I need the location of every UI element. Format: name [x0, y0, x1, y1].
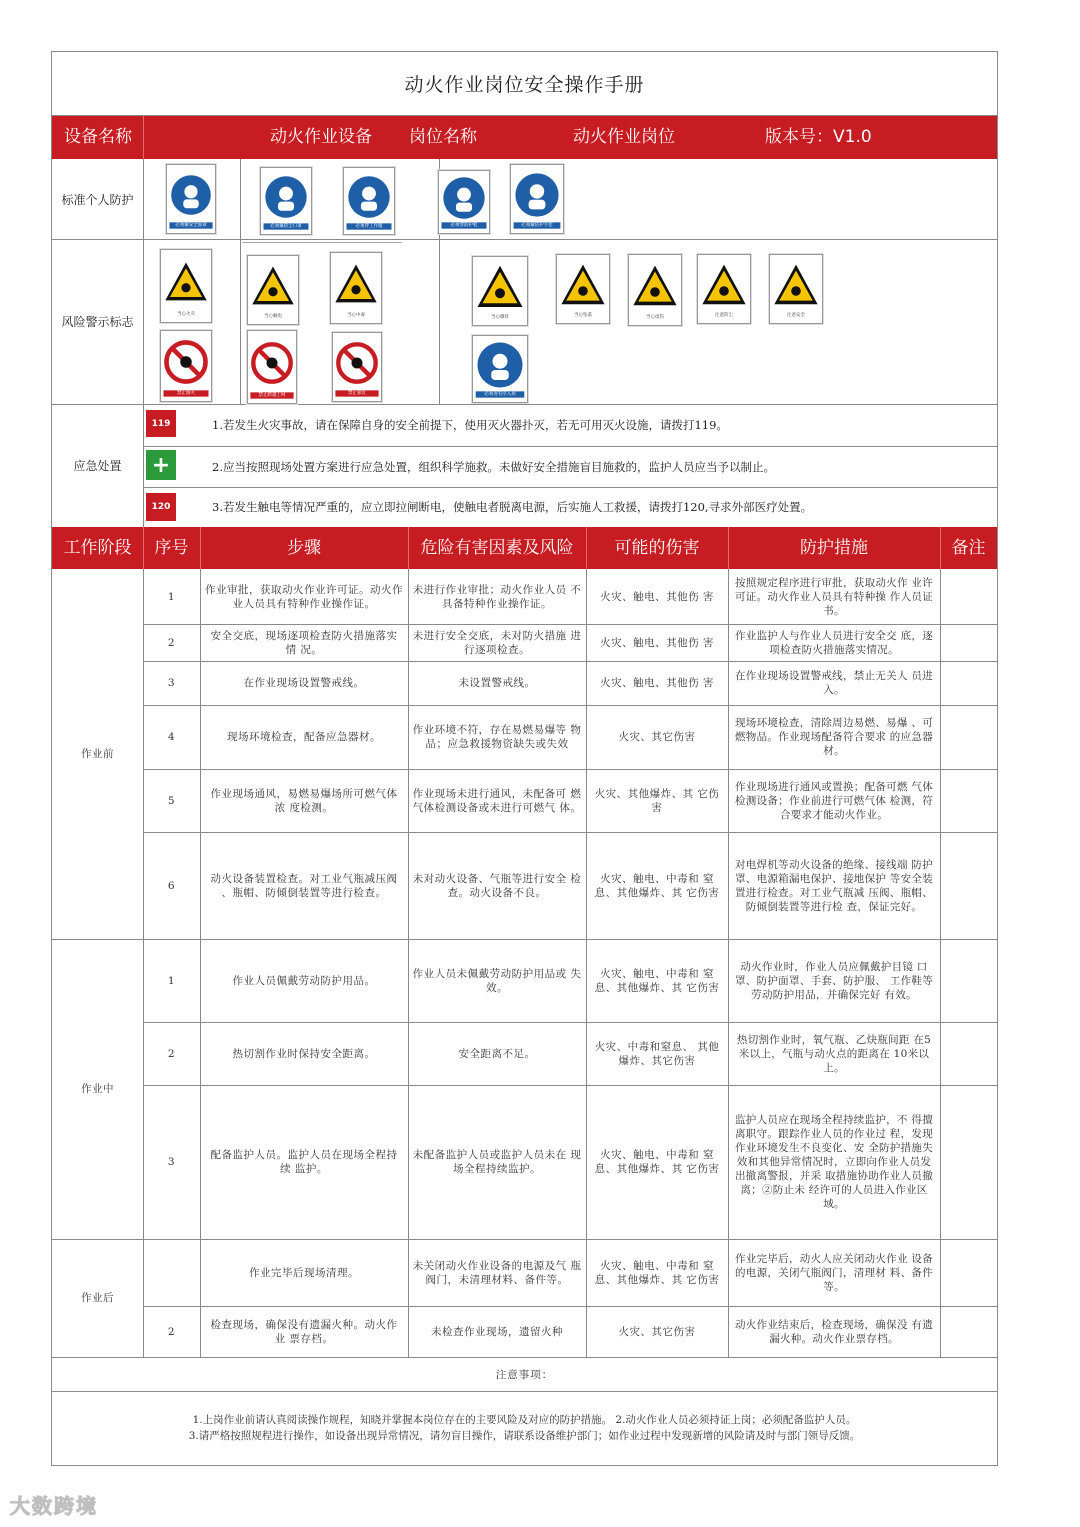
stage-divider [52, 1239, 143, 1240]
post-name-value: 动火作业岗位 [573, 127, 675, 147]
table-row-divider [143, 1306, 997, 1307]
table-cell-step: 作业人员佩戴劳动防护用品。 [232, 974, 376, 987]
table-cell-harm: 火灾、其它伤害 [618, 1325, 696, 1338]
no-climbing-icon [247, 330, 297, 404]
sign-caption: 当心中毒 [346, 312, 365, 318]
table-cell-note [940, 832, 997, 939]
table-cell-note [940, 624, 997, 661]
table-cell-harm: 火灾、触电、中毒和 窒息、其他爆炸、其 它伤害 [594, 1149, 720, 1175]
table-row-divider [143, 624, 997, 625]
table-row-divider [143, 661, 997, 662]
table-cell-risk: 未关闭动火作业设备的电源及气 瓶阀门，未清理材料、备件等。 [412, 1259, 582, 1286]
table-cell-risk: 作业现场未进行通风，未配备可 燃气体检测设备或未进行可燃气 体。 [412, 787, 582, 814]
table-row-divider [143, 769, 997, 770]
table-cell-note [940, 1239, 997, 1306]
col-note: 备注 [951, 538, 986, 558]
col-harm: 可能的伤害 [614, 538, 700, 558]
falling-warning-icon [556, 254, 610, 324]
sign-caption: 当心坠落 [573, 312, 592, 318]
table-cell-measure: 按照规定程序进行审批，获取动火作 业许可证。动火作业人员具有特种操 作人员证书。 [734, 576, 934, 617]
table-cell-measure: 热切割作业时，氧气瓶、乙炔瓶间距 在5米以上，气瓶与动火点的距离在 10米以上。 [736, 1033, 932, 1074]
sign-caption: 禁止烟火 [164, 390, 209, 396]
watermark: 大数跨境 [10, 1494, 98, 1518]
notes-title: 注意事项： [495, 1368, 554, 1381]
table-cell-harm: 火灾、其它伤害 [618, 731, 696, 743]
ppe-underline [242, 242, 402, 243]
table-cell-step: 热切割作业时保持安全距离。 [232, 1047, 376, 1060]
fire-phone-119-icon: 119 [146, 410, 176, 437]
table-cell-risk: 未配备监护人员或监护人员未在 现场全程持续监护。 [412, 1149, 582, 1175]
table-row-divider [143, 1085, 997, 1086]
table-cell-measure: 作业完毕后，动火人应关闭动火作业 设备的电源，关闭气瓶阀门，清理材 料、备件等。 [734, 1252, 934, 1293]
electric-shock-warning-icon [247, 255, 299, 325]
table-cell-no: 2 [167, 1047, 176, 1060]
sign-caption: 必须穿防护鞋 [442, 222, 487, 228]
table-row-divider [143, 1022, 997, 1023]
emergency-item-3: 3.若发生触电等情况严重的，应立即拉闸断电，使触电者脱离电源，后实施人工救援，请拨打120,寻求外部医疗处置。 [212, 500, 813, 514]
table-row-divider [143, 832, 997, 833]
emergency-item-1: 1.若发生火灾事故，请在保障自身的安全前提下，使用灭火器扑灭，若无可用灭火设施，请拨打119。 [212, 418, 728, 432]
table-cell-risk: 作业人员未佩戴劳动防护用品或 失效。 [412, 967, 582, 994]
header-divider [143, 116, 144, 159]
dust-mask-icon [260, 167, 312, 235]
work-clothes-icon [343, 167, 395, 235]
table-cell-measure: 作业现场进行通风或置换；配备可燃 气体检测设备；作业前进行可燃气体 检测，符合要求才能动火作业。 [734, 780, 934, 821]
table-cell-harm: 火灾、触电、其他伤 害 [600, 590, 714, 603]
table-cell-measure: 动火作业结束后，检查现场，确保没 有遗漏火种。动火作业票存档。 [734, 1318, 934, 1345]
table-cell-measure: 动火作业时，作业人员应佩戴护目镜 口罩、防护面罩、手套、防护服、 工作鞋等劳动防护用品，并确保完好 有效。 [734, 960, 934, 1001]
post-name-label: 岗位名称 [409, 127, 477, 147]
no-approach-icon [332, 332, 382, 402]
dust-warning-icon [697, 254, 751, 324]
table-cell-no: 3 [167, 677, 176, 689]
notes-line-2: 3.请严格按照规程进行操作，如设备出现异常情况，请勿盲目操作，请联系设备维护部门；如作业过程中发现新增的风险请及时与部门领导反馈。 [188, 1430, 861, 1442]
notes-body [52, 1412, 997, 1444]
header-sep [940, 527, 941, 569]
table-cell-no [143, 1239, 200, 1306]
sign-caption: 必须戴防尘口罩 [264, 223, 309, 229]
table-cell-no: 4 [167, 731, 176, 743]
table-cell-step: 动火设备装置检查。对工业气瓶减压阀 、瓶帽、防倾倒装置等进行检查。 [210, 872, 398, 899]
table-cell-no: 2 [167, 1325, 176, 1338]
ppe-label: 标准个人防护 [61, 192, 134, 207]
table-row-divider [143, 705, 997, 706]
row-divider [52, 239, 997, 240]
header-sep [586, 527, 587, 569]
stage-divider [52, 939, 143, 940]
page-title: 动火作业岗位安全操作手册 [52, 52, 997, 116]
table-cell-step: 作业完毕后现场清理。 [249, 1266, 359, 1279]
version-label: 版本号：V1.0 [765, 127, 872, 147]
explosion-warning-icon [472, 256, 528, 326]
table-cell-risk: 未对动火设备、气瓶等进行安全 检查。动火设备不良。 [412, 872, 582, 899]
row-divider [52, 404, 997, 405]
sign-caption: 禁止靠近 [335, 390, 378, 396]
table-cell-risk: 未进行安全交底，未对防火措施 进行逐项检查。 [412, 629, 582, 656]
notes-divider [52, 1391, 997, 1392]
ambulance-phone-120-icon: 120 [146, 493, 176, 521]
table-cell-note [940, 1306, 997, 1357]
table-cell-risk: 未检查作业现场，遗留火种 [431, 1325, 563, 1338]
col-stage: 工作阶段 [63, 538, 132, 558]
sign-caption: 必须穿工作服 [347, 223, 392, 229]
table-cell-no: 3 [167, 1156, 176, 1168]
equipment-name-value: 动火作业设备 [270, 127, 372, 147]
sign-caption: 必须进有序入场 [476, 391, 525, 397]
table-cell-step: 在作业现场设置警戒线。 [243, 677, 365, 689]
table-header [52, 527, 997, 569]
sign-caption: 当心烫伤 [645, 314, 664, 320]
equipment-header-bar [52, 116, 997, 159]
table-cell-measure: 监护人员应在现场全程持续监护，不 得擅离职守。跟踪作业人员的作业过 程，发现作业环境发生不良变化、安 全防护措施失效和其他异常情况时，立即向作业人员发出撤离警报，并采 取措施协助作业人员撤离；②防止未 经许可的人员进入作业区域。 [734, 1114, 934, 1210]
manual-sheet [51, 51, 998, 1466]
table-cell-measure: 现场环境检查，清除周边易燃、易爆 、可燃物品。作业现场配备符合要求 的应急器材。 [734, 717, 934, 757]
table-cell-risk: 未设置警戒线。 [458, 677, 536, 689]
table-cell-step: 安全交底，现场逐项检查防火措施落实 情 况。 [210, 629, 398, 656]
table-row-divider [143, 939, 997, 940]
stage-after: 作业后 [81, 1292, 114, 1304]
row-divider [143, 446, 997, 447]
table-cell-measure: 对电焊机等动火设备的绝缘、接线端 防护罩、电源箱漏电保护、接地保护 等安全装置进行检查。对工业气瓶减 压阀、瓶帽、防倾倒装置等进行检 查，保证完好。 [734, 858, 934, 913]
table-cell-step: 现场环境检查，配备应急器材。 [227, 731, 381, 743]
warning-signs-label: 风险警示标志 [61, 315, 134, 329]
fire-warning-icon [160, 249, 212, 323]
table-cell-note [940, 769, 997, 832]
table-cell-note [940, 939, 997, 1022]
emergency-label: 应急处置 [73, 459, 122, 473]
table-cell-risk: 作业环境不符，存在易燃易爆等 物品；应急救援物资缺失或失效 [412, 724, 582, 750]
table-cell-harm: 火灾、中毒和窒息、 其他爆炸、其它伤害 [594, 1040, 720, 1067]
col-risk: 危险有害因素及风险 [420, 538, 574, 558]
gloves-icon [510, 164, 564, 234]
header-sep [200, 527, 201, 569]
label-column-divider [143, 159, 144, 527]
emergency-item-2: 2.应当按照现场处置方案进行应急处置，组织科学施救。未做好安全措施盲目施救的，监护人员应当予以制止。 [212, 460, 775, 474]
table-cell-harm: 火灾、触电、其他伤 害 [600, 636, 714, 649]
table-cell-note [940, 1022, 997, 1085]
sign-caption: 注意防尘 [714, 312, 733, 318]
table-cell-note [940, 1085, 997, 1239]
header-sep [143, 527, 144, 569]
table-cell-risk: 安全距离不足。 [458, 1047, 536, 1060]
table-cell-measure: 在作业现场设置警戒线，禁止无关人 员进入。 [734, 670, 934, 696]
sign-caption: 必须戴防护手套 [514, 222, 561, 228]
row-divider [143, 487, 997, 488]
caution-icon [769, 254, 823, 324]
table-cell-measure: 作业监护人与作业人员进行安全交 底，逐项检查防火措施落实情况。 [734, 629, 934, 656]
sign-caption: 注意安全 [786, 312, 805, 318]
table-cell-no: 6 [167, 879, 176, 892]
table-cell-step: 作业现场通风，易燃易爆场所可燃气体 浓 度检测。 [210, 787, 398, 814]
col-step: 步骤 [287, 538, 321, 558]
no-fire-icon [160, 330, 212, 402]
sign-caption: 当心爆炸 [490, 314, 509, 320]
table-cell-risk: 未进行作业审批；动火作业人员 不具备特种作业操作证。 [412, 583, 582, 610]
table-cell-step: 作业审批，获取动火作业许可证。动火作 业人员具有特种作业操作证。 [205, 583, 403, 610]
table-cell-no: 1 [167, 974, 176, 987]
header-sep [728, 527, 729, 569]
table-cell-note [940, 705, 997, 769]
poison-warning-icon [330, 252, 382, 324]
header-sep [408, 527, 409, 569]
sign-caption: 必须戴安全面罩 [169, 222, 212, 228]
stage-during: 作业中 [81, 1083, 114, 1095]
sign-caption: 禁止跨越上网 [250, 392, 293, 398]
table-cell-harm: 火灾、触电、其他伤 害 [600, 677, 714, 689]
first-aid-cross-icon: + [146, 450, 176, 480]
warning-divider-1 [240, 239, 241, 404]
scald-warning-icon [628, 254, 682, 326]
table-row-divider [143, 1239, 997, 1240]
safety-boots-icon [438, 170, 490, 234]
equipment-name-label: 设备名称 [64, 127, 132, 147]
col-no: 序号 [154, 538, 189, 558]
table-cell-no: 2 [167, 636, 176, 649]
col-measure: 防护措施 [800, 538, 868, 558]
table-cell-note [940, 569, 997, 624]
table-cell-no: 5 [167, 794, 176, 807]
table-cell-harm: 火灾、触电、中毒和 窒息、其他爆炸、其 它伤害 [594, 1259, 720, 1286]
table-cell-harm: 火灾、触电、中毒和 窒息、其他爆炸、其 它伤害 [594, 872, 720, 899]
mandatory-entry-icon [472, 335, 528, 403]
stage-before: 作业前 [81, 748, 114, 760]
table-cell-harm: 火灾、其他爆炸、其 它伤害 [594, 787, 720, 814]
table-cell-no: 1 [167, 590, 176, 603]
sign-caption: 当心火灾 [176, 311, 195, 317]
table-cell-step: 配备监护人员。监护人员在现场全程持 续 监护。 [210, 1149, 398, 1175]
notes-line-1: 1.上岗作业前请认真阅读操作规程，知晓并掌握本岗位存在的主要风险及对应的防护措施。 2.动火作业人员必须持证上岗；必须配备监护人员。 [192, 1414, 857, 1426]
ppe-divider-1 [240, 159, 241, 239]
table-cell-step: 检查现场，确保没有遗漏火种。动火作 业 票存档。 [210, 1318, 398, 1345]
face-shield-icon [166, 164, 216, 234]
table-cell-note [940, 661, 997, 705]
table-cell-harm: 火灾、触电、中毒和 窒息、其他爆炸、其 它伤害 [594, 967, 720, 994]
sign-caption: 当心触电 [263, 313, 282, 319]
